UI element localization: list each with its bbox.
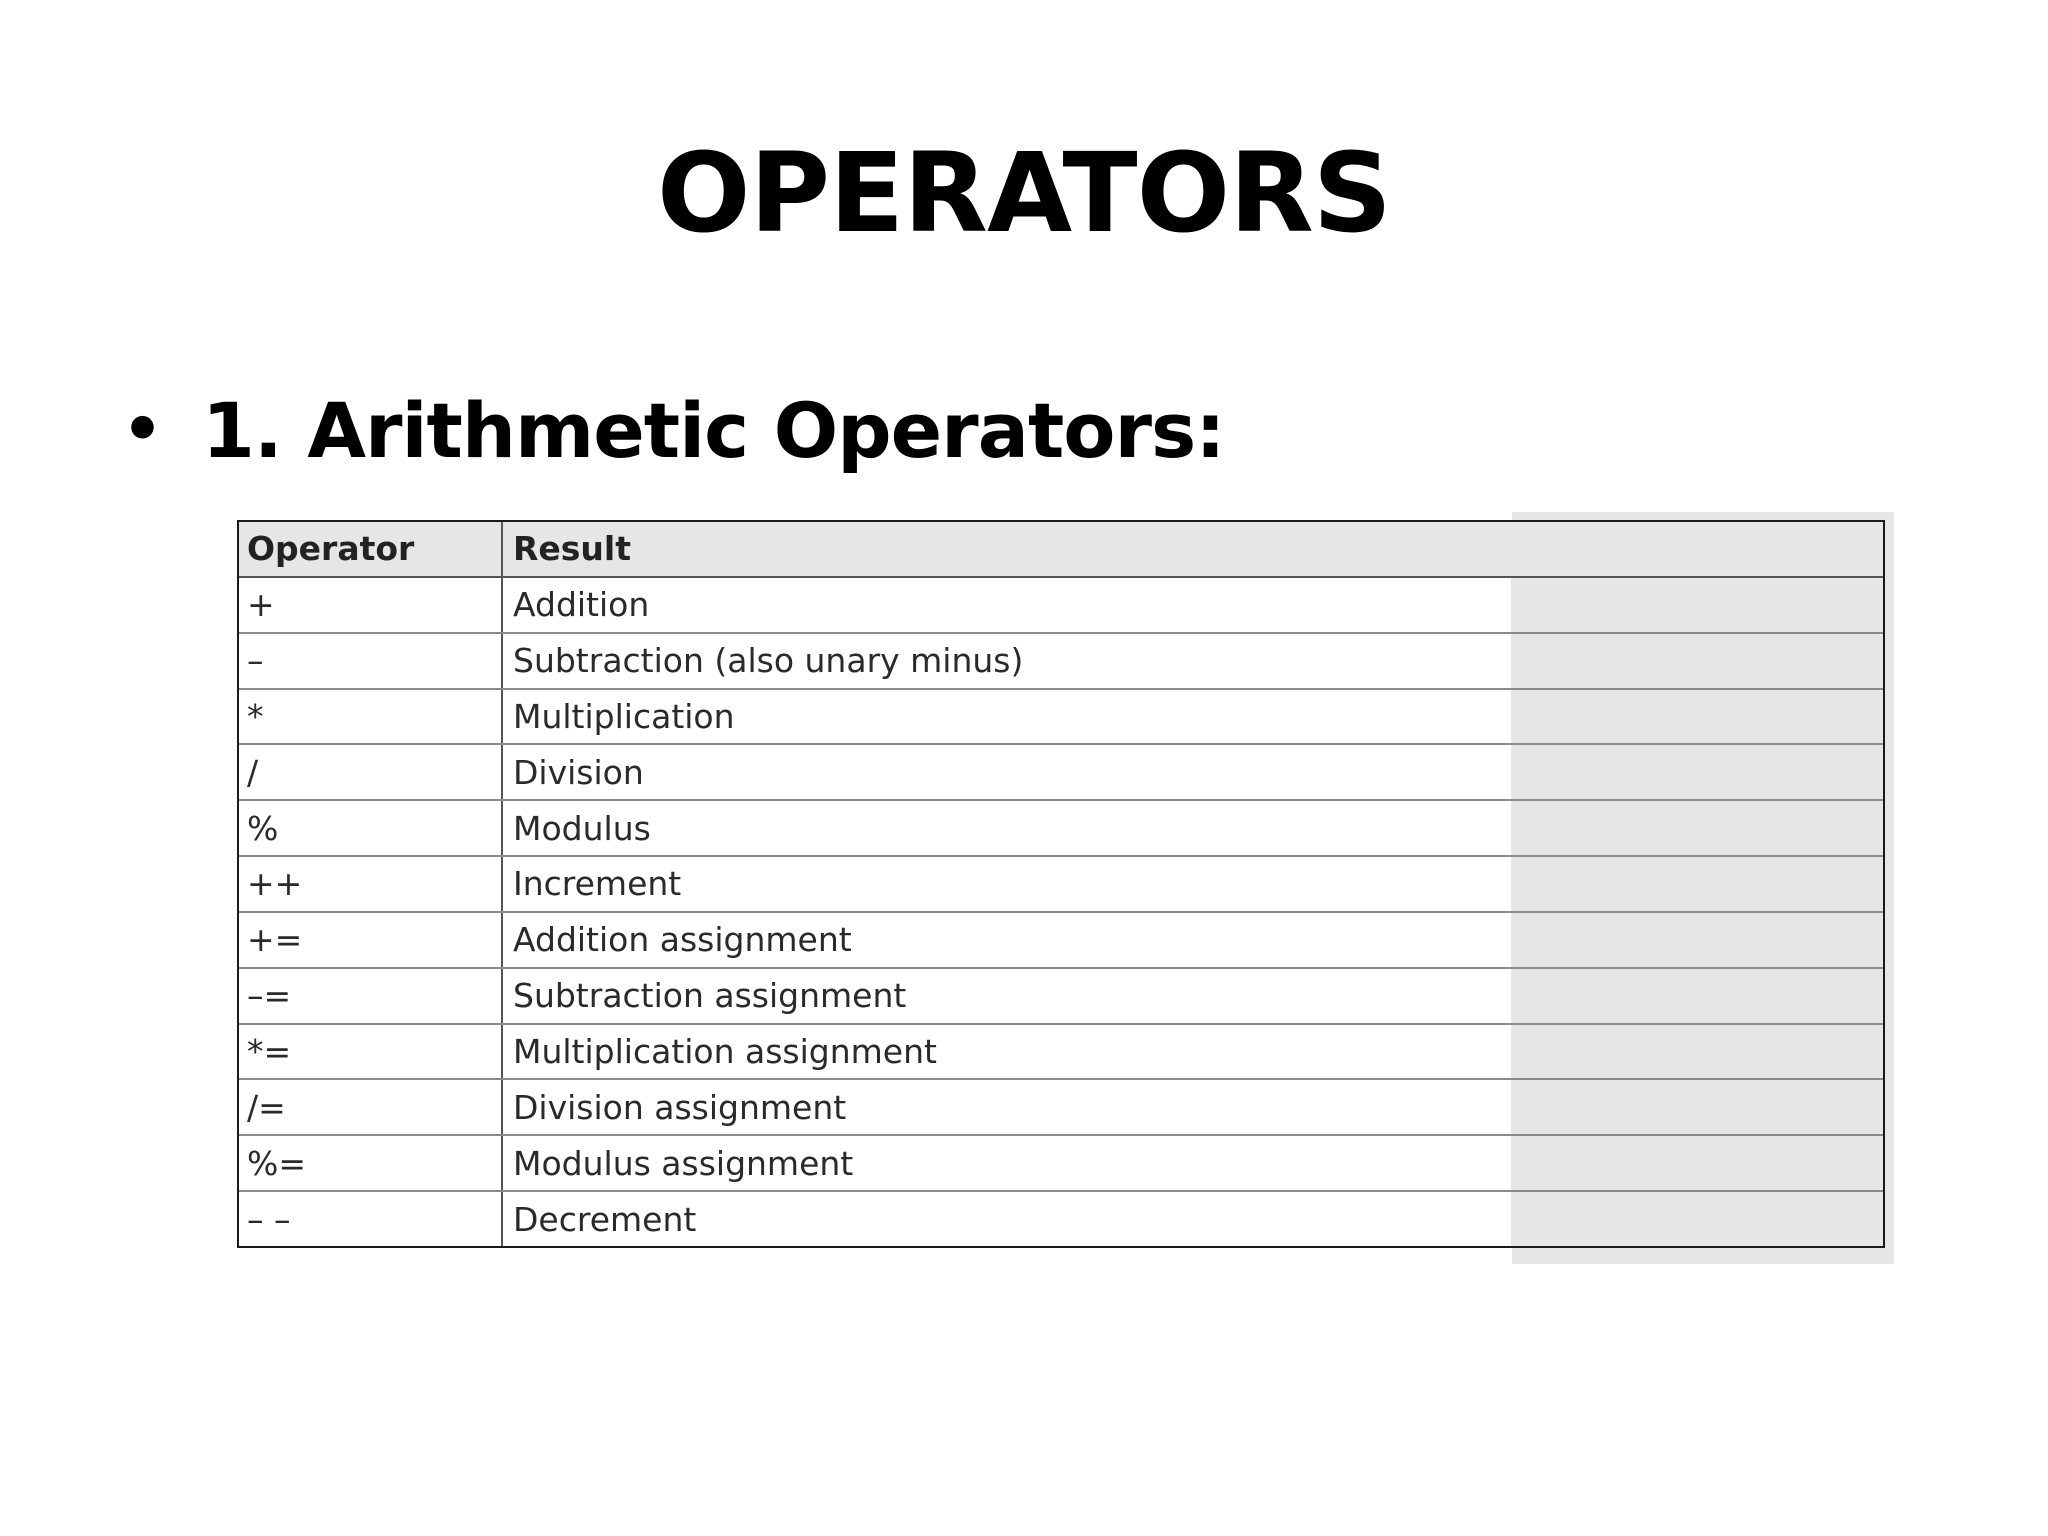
operator-cell: /= xyxy=(239,1080,503,1134)
table-row xyxy=(239,969,1883,1025)
table-row xyxy=(239,1025,1883,1081)
result-cell: Decrement xyxy=(513,1199,697,1239)
operator-cell: += xyxy=(239,913,503,967)
header-operator: Operator xyxy=(239,522,503,576)
result-cell: Multiplication assignment xyxy=(513,1032,937,1072)
table-row xyxy=(239,801,1883,857)
result-cell: Subtraction assignment xyxy=(513,976,907,1016)
table-row xyxy=(239,857,1883,913)
operator-cell: / xyxy=(239,745,503,799)
result-cell: Division assignment xyxy=(513,1087,847,1127)
result-cell: Multiplication xyxy=(513,696,735,736)
bullet-text: 1. Arithmetic Operators: xyxy=(202,385,1225,475)
table-row xyxy=(239,1080,1883,1136)
operators-table xyxy=(237,520,1885,1248)
header-result: Result xyxy=(513,529,632,569)
bullet-item xyxy=(122,380,1225,480)
bullet-dot: • xyxy=(122,393,163,467)
operator-cell: – – xyxy=(239,1192,503,1246)
operator-cell: * xyxy=(239,690,503,744)
table-row xyxy=(239,913,1883,969)
operator-cell: %= xyxy=(239,1136,503,1190)
result-cell: Division xyxy=(513,752,644,792)
result-cell: Modulus xyxy=(513,808,651,848)
operator-cell: *= xyxy=(239,1025,503,1079)
operator-cell: – xyxy=(239,634,503,688)
slide-title: OPERATORS xyxy=(656,129,1392,257)
result-cell: Addition xyxy=(513,585,650,625)
result-cell: Addition assignment xyxy=(513,920,852,960)
operator-cell: ++ xyxy=(239,857,503,911)
operator-cell: % xyxy=(239,801,503,855)
result-cell: Modulus assignment xyxy=(513,1143,854,1183)
operator-cell: –= xyxy=(239,969,503,1023)
result-cell: Increment xyxy=(513,864,682,904)
table-row xyxy=(239,1136,1883,1192)
table-header-row xyxy=(239,522,1883,578)
table-row xyxy=(239,745,1883,801)
table-row xyxy=(239,578,1883,634)
table-row xyxy=(239,1192,1883,1246)
operator-cell: + xyxy=(239,578,503,632)
result-cell: Subtraction (also unary minus) xyxy=(513,641,1024,681)
table-row xyxy=(239,690,1883,746)
table-row xyxy=(239,634,1883,690)
